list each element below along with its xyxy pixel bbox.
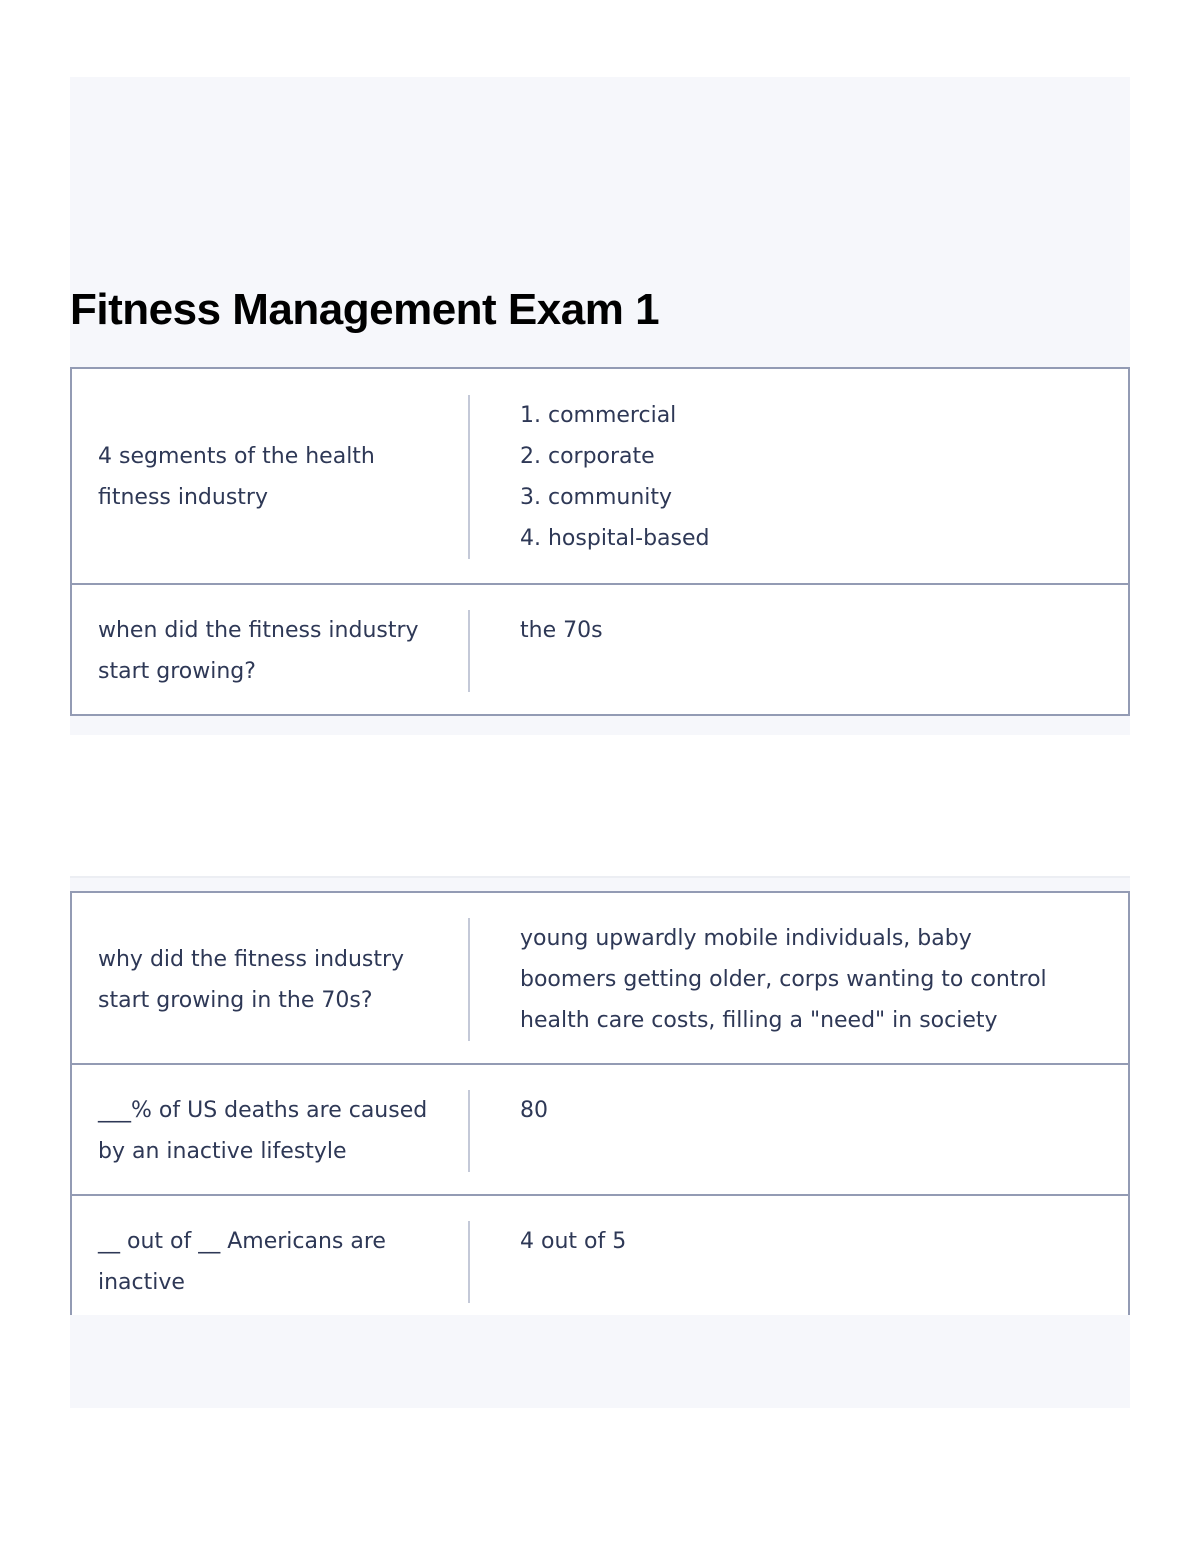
definition-line: 4 out of 5: [520, 1229, 627, 1254]
definition-line: 4. hospital-based: [520, 526, 710, 551]
definition-line: 3. community: [520, 485, 673, 510]
card-definition: [470, 395, 1128, 559]
definition-line: the 70s: [520, 618, 603, 643]
card-term: __ out of __ Americans are inactive: [72, 1221, 470, 1303]
card-definition: [470, 918, 1128, 1041]
card-term: why did the fitness industry start growing in the 70s?: [72, 918, 470, 1041]
definition-line: 2. corporate: [520, 444, 655, 469]
definition-line: 1. commercial: [520, 403, 677, 428]
definition-line: young upwardly mobile individuals, baby boomers getting older, corps wanting to control health care costs, filling a "need" in society: [520, 926, 1047, 1033]
term-card: [70, 1194, 1130, 1315]
term-card: [70, 367, 1130, 585]
card-term: when did the fitness industry start growing?: [72, 610, 470, 692]
term-card: [70, 1063, 1130, 1196]
card-definition: [470, 610, 1128, 692]
card-definition: [470, 1090, 1128, 1172]
card-term: 4 segments of the health fitness industry: [72, 395, 470, 559]
term-card: [70, 891, 1130, 1065]
term-list-continued: [70, 891, 1130, 1315]
definition-line: 80: [520, 1098, 548, 1123]
term-card: [70, 583, 1130, 716]
page-title: Fitness Management Exam 1: [70, 285, 660, 334]
term-list: [70, 367, 1130, 716]
card-definition: [470, 1221, 1128, 1303]
card-term: ___% of US deaths are caused by an inactive lifestyle: [72, 1090, 470, 1172]
